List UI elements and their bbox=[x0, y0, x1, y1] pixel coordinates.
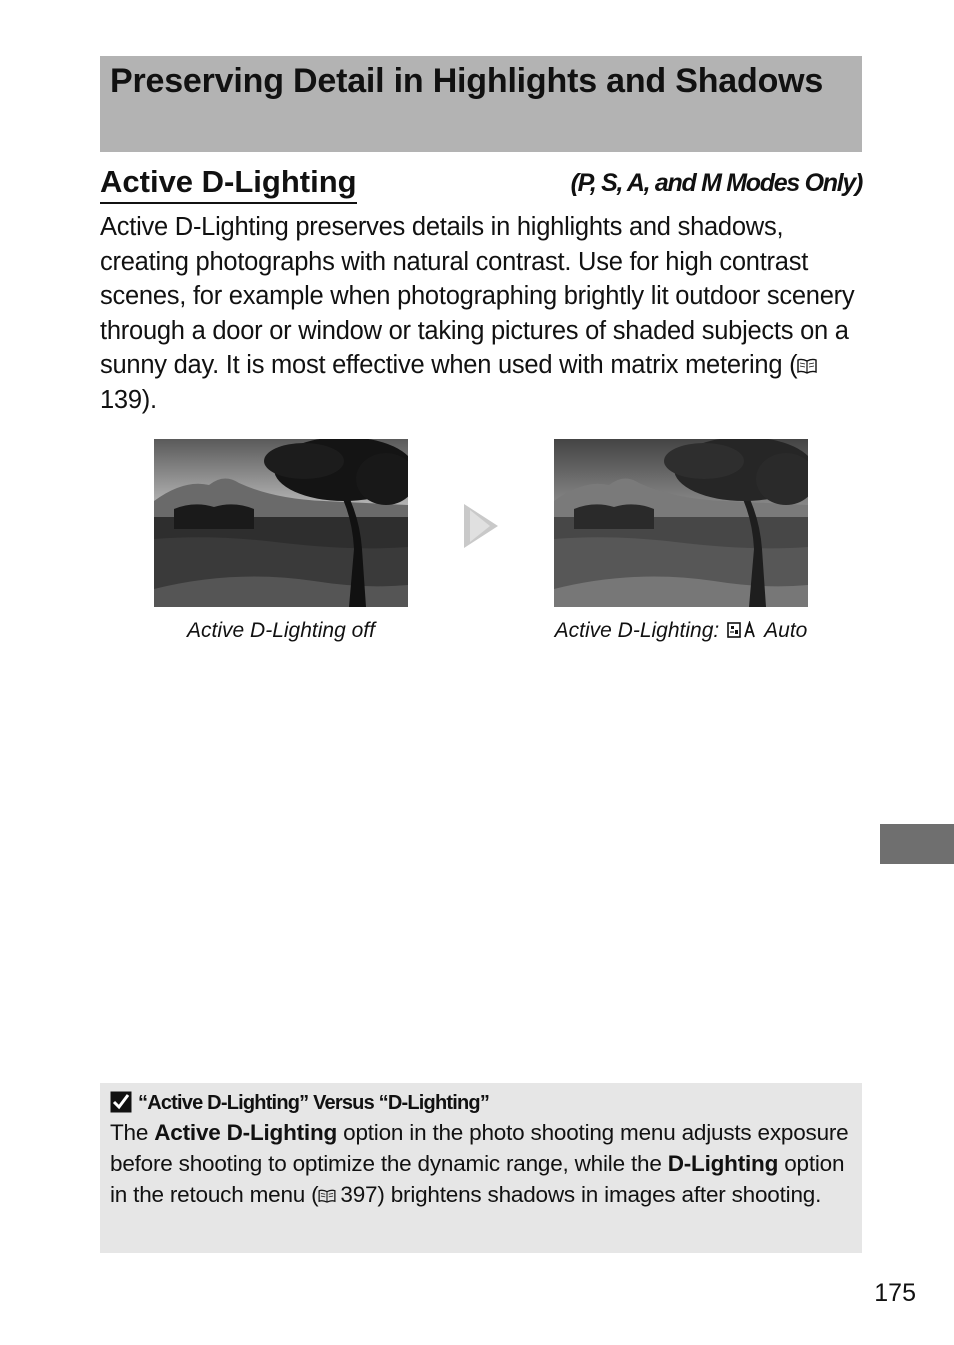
caption-prefix: Active D-Lighting: bbox=[554, 619, 720, 642]
caption-suffix: Auto bbox=[764, 619, 808, 642]
note-text-3: option in the retouch menu ( bbox=[110, 1151, 845, 1207]
body-text-end: ). bbox=[141, 385, 157, 414]
chapter-title: Preserving Detail in Highlights and Shadows bbox=[110, 62, 824, 100]
caption-d-lighting-off: Active D-Lighting off bbox=[187, 619, 375, 642]
photo-d-lighting-auto bbox=[554, 439, 808, 607]
page-reference: 139 bbox=[100, 385, 142, 414]
note-term-active-d-lighting: Active D-Lighting bbox=[154, 1120, 338, 1145]
photo-d-lighting-off bbox=[154, 439, 408, 607]
checkmark-icon bbox=[110, 1091, 132, 1113]
body-text: Active D-Lighting preserves details in highlights and shadows, creating photographs with natural contrast. Use for high contrast scenes, for example when photographing brightly lit outdoor scenery through a door or window or taking pictures of shaded subjects on a sunny day. It is most effective when used with matrix metering ( bbox=[100, 213, 855, 380]
note-term-d-lighting: D-Lighting bbox=[667, 1151, 779, 1176]
page-number: 175 bbox=[874, 1279, 916, 1307]
caption-d-lighting-auto bbox=[520, 617, 842, 645]
adl-auto-icon bbox=[727, 621, 757, 639]
note-box bbox=[100, 1083, 862, 1253]
chapter-thumb-tab bbox=[880, 824, 954, 864]
section-header bbox=[100, 162, 862, 206]
note-text-4: ) brightens shadows in images after shooting. bbox=[377, 1182, 822, 1207]
note-page-reference: 397 bbox=[340, 1182, 378, 1207]
note-paragraph bbox=[110, 1117, 852, 1210]
book-reference-icon bbox=[797, 358, 817, 374]
note-title: “Active D-Lighting” Versus “D-Lighting” bbox=[138, 1092, 490, 1114]
section-title: Active D-Lighting bbox=[100, 162, 357, 204]
note-heading bbox=[110, 1089, 852, 1117]
book-reference-icon bbox=[318, 1189, 336, 1203]
note-text-1: The bbox=[110, 1120, 155, 1145]
note-text-2: option in the photo shooting menu adjusts exposure before shooting to optimize the dynamic range, while the bbox=[110, 1120, 849, 1176]
arrow-right-icon bbox=[464, 504, 500, 548]
body-paragraph bbox=[100, 210, 870, 418]
chapter-banner bbox=[100, 56, 862, 152]
section-modes-note: (P, S, A, and M Modes Only) bbox=[570, 169, 862, 197]
